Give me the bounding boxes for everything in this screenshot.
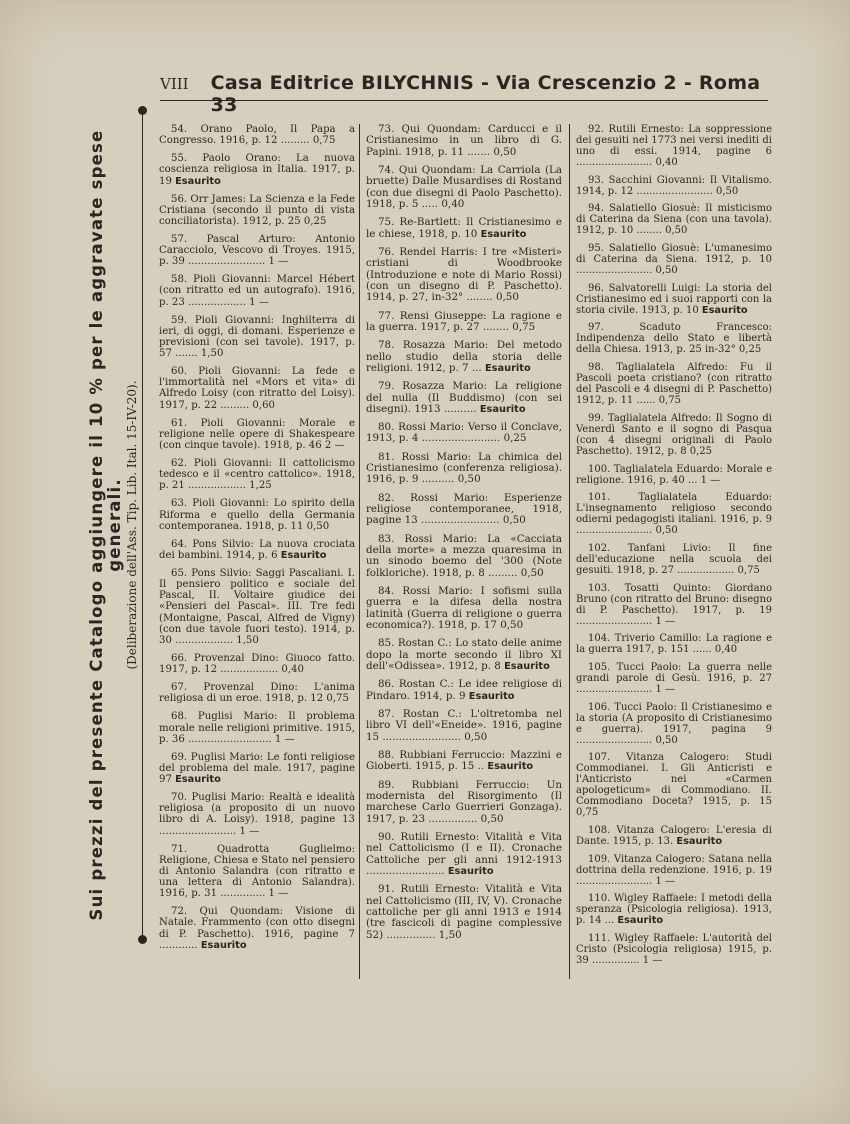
entry-price: Esaurito [617,915,664,927]
entry-price: 0,60 [252,399,275,411]
entry-text: 86. Rostan C.: Le idee religiose di Pindaro. 1914, p. 9 [366,678,562,702]
entry-text: 76. Rendel Harris: I tre «Misteri» cristiani di Woodbrooke (Introduzione e note di Mario Rossi) (con un disegno di P. Paschetto). 1914, p. 27, in-32° ........ [366,245,562,304]
entry-text: 68. Puglisi Mario: Il problema morale nelle religioni primitive. 1915, p. 36 .......................... [159,711,355,745]
header-rule [160,100,768,101]
catalog-entry [159,711,355,744]
catalog-entry [159,274,355,307]
catalog-entry [576,175,772,197]
entry-text: 71. Quadrotta Guglielmo: Religione, Chiesa e Stato nel pensiero di Antonio Salandra (con ritratto e una lettera di Antonio Salandra). 1916, p. 31 .............. [159,843,355,900]
publisher-line: Casa Editrice BILYCHNIS - Via Crescenzio 2 - Roma 33 [210,72,761,116]
entry-price: Esaurito [504,661,550,672]
entry-text: 59. Pioli Giovanni: Inghilterra di ieri, di oggi, di domani. Esperienze e previsioni (con sei tavole). 1917, p. 57 ....... [159,314,355,360]
entry-price: Esaurito [447,865,494,877]
entry-price: 2 — [324,439,345,451]
entry-price: Esaurito [479,403,526,415]
entry-price: 1 — [655,683,676,695]
entry-price: 1 — [700,474,721,486]
catalog-entry [576,893,772,926]
entry-text: 91. Rutili Ernesto: Vitalità e Vita nel Cattolicismo (III, IV, V). Cronache cattoliche per gli anni 1913 e 1914 (tre fascicoli di pagine complessive 52) ............... [366,883,562,941]
entry-price: 0,50 [520,566,544,579]
entry-price: 1 — [274,733,295,745]
catalog-entry [159,366,355,411]
catalog-entry [159,682,355,704]
entry-text: 79. Rosazza Mario: La religione del nulla (Il Buddismo) (con sei disegni). 1913 .......... [366,380,562,415]
entry-text: 111. Wigley Raffaele: L'autorità del Cristo (Psicologia religiosa) 1915, p. 39 ............... [576,933,772,967]
entry-price: 0,40 [441,197,465,210]
catalog-entry [576,583,772,627]
catalog-entry [366,422,562,445]
catalog-entry [366,884,562,940]
entry-price: 1 — [268,256,289,268]
entry-price: 0,75 [658,395,681,407]
side-rule [142,110,143,940]
catalog-entry [159,234,355,267]
catalog-entry [366,586,562,631]
entry-price: Esaurito [487,761,534,773]
entry-price: Esaurito [175,175,221,187]
catalog-entry [366,780,562,825]
entry-text: 65. Pons Silvio: Saggi Pascaliani. I. Il pensiero politico e sociale del Pascal, II. Voltaire giudice dei «Pensieri del Pascal». III. Tre fedi (Montaigne, Pascal, Alfred de Vigny) (con due tavole fuori testo). 1914, p. 30 .................. [159,567,355,646]
entry-text: 67. Provenzal Dino: L'anima religiosa di un eroe. 1918, p. 12 [159,682,355,705]
entry-price: 0,50 [655,265,678,277]
entry-text: 104. Triverio Camillo: La ragione e la guerra 1917, p. 151 ...... [576,633,772,656]
entry-text: 98. Taglialatela Alfredo: Fu il Pascoli poeta cristiano? (con ritratto del Pascoli e 4 disegni di P. Paschetto) 1912, p. 11 ...... [576,362,772,407]
catalog-entry [576,662,772,695]
side-notice [88,110,148,940]
entry-price: 0,75 [326,693,349,705]
entry-text: 78. Rosazza Mario: Del metodo nello studio della storia delle religioni. 1912, p. 7 ... [366,339,562,374]
catalog-entry [159,568,355,646]
catalog-entry [159,844,355,900]
entry-price: 0,25 [738,344,762,356]
entry-text: 87. Rostan C.: L'oltretomba nel libro VI dell'«Eneide». 1916, pagine 15 ........................ [366,708,562,743]
entry-text: 77. Rensi Giuseppe: La ragione e la guerra. 1917, p. 27 ........ [366,309,562,333]
entry-text: 56. Orr James: La Scienza e la Fede Cristiana (secondo il punto di vista conciliatorista). 1912, p. 25 [159,193,355,227]
entry-text: 81. Rossi Mario: La chimica del Cristianesimo (conferenza religiosa). 1916, p. 9 .......... [366,450,562,486]
entry-text: 99. Taglialatela Alfredo: Il Sogno di Venerdì Santo e il sogno di Pasqua (con 4 disegni originali di Paolo Paschetto). 1912, p. 8 [576,412,772,457]
entry-text: 106. Tucci Paolo: Il Cristianesimo e la storia (A proposito di Cristianesimo e guerra). 1917, pagina 9 ........................ [576,701,772,746]
entry-price: 1,25 [249,480,272,492]
entry-text: 101. Taglialatela Eduardo: L'insegnamento religioso secondo odierni pedagogisti italiani. 1916, p. 9 ........................ [576,492,772,537]
entry-text: 96. Salvatorelli Luigi: La storia del Cristianesimo ed i suoi rapporti con la storia civile. 1913, p. 10 [576,282,772,316]
entry-price: 1,50 [200,348,224,360]
entry-price: Esaurito [701,304,748,316]
catalog-entry [366,217,562,240]
entry-text: 66. Provenzal Dino: Giuoco fatto. 1917, p. 12 .................. [159,652,355,676]
entry-price: 1 — [642,955,663,967]
catalog-entry [159,124,355,146]
entry-text: 80. Rossi Mario: Verso il Conclave, 1913, p. 4 ........................ [366,421,562,445]
catalog-column-3 [576,124,772,973]
entry-price: 0,40 [655,157,678,168]
catalog-entry [159,315,355,360]
catalog-column-2 [366,124,562,948]
entry-price: 0,50 [502,514,526,527]
catalog-entry [366,709,562,743]
entry-text: 94. Salatiello Giosuè: Il misticismo di Caterina da Siena (con una tavola). 1912, p. 10 ........ [576,203,772,237]
entry-price: 0,50 [306,520,330,532]
entry-price: Esaurito [676,836,723,847]
entry-price: 1 — [655,615,676,627]
entry-price: 0,50 [715,185,739,197]
entry-text: 75. Re-Bartlett: Il Cristianesimo e le chiese, 1918, p. 10 [366,216,562,240]
entry-price: Esaurito [480,228,527,240]
entry-price: 1 — [239,825,260,837]
catalog-entry [576,362,772,406]
entry-text: 92. Rutili Ernesto: La soppressione dei gesuiti nel 1773 nei versi inediti di uno di essi. 1914, pagine 6 ........................ [576,124,772,168]
entry-text: 89. Rubbiani Ferruccio: Un modernista del Risorgimento (Il marchese Carlo Guerrieri Gonzaga). 1917, p. 23 ............... [366,778,562,825]
entry-text: 57. Pascal Arturo: Antonio Caracciolo, Vescovo di Troyes. 1915, p. 39 ........................ [159,233,355,268]
entry-text: 108. Vitanza Calogero: L'eresia di Dante. 1915, p. 13. [576,825,772,847]
catalog-entry [159,153,355,186]
catalog-entry [576,413,772,457]
entry-text: 100. Taglialatela Eduardo: Morale e religione. 1916, p. 40 ... [576,463,772,486]
column-divider-1 [359,124,360,979]
catalog-entry [366,165,562,210]
entry-price: 1 — [249,296,269,308]
catalog-entry [366,638,562,672]
catalog-entry [159,194,355,227]
catalog-entry [576,243,772,276]
entry-text: 85. Rostan C.: Lo stato delle anime dopo la morte secondo il libro XI dell'«Odissea». 1912, p. 8 [366,637,562,672]
catalog-entry [576,633,772,655]
catalog-entry [576,464,772,486]
catalog-entry [366,124,562,158]
entry-price: 0,25 [503,432,527,445]
entry-text: 105. Tucci Paolo: La guerra nelle grandi parole di Gesù. 1916, p. 27 ........................ [576,661,772,695]
entry-price: Esaurito [468,690,515,702]
entry-price: 0,50 [665,225,688,237]
entry-price: 0,50 [495,291,519,304]
price-notice: Sui prezzi del presente Catalogo aggiungere il 10 % per le aggravate spese generali. [87,129,125,921]
catalog-entry [366,493,562,527]
catalog-entry [576,854,772,887]
entry-price: 0,50 [500,619,524,632]
entry-price: 0,50 [655,525,678,537]
entry-price: Esaurito [200,939,247,951]
catalog-entry [576,543,772,576]
entry-price: 0,50 [480,812,504,825]
catalog-entry [159,539,355,561]
entry-price: 0,75 [576,807,599,819]
entry-text: 54. Orano Paolo, Il Papa a Congresso. 1916, p. 12 ......... [159,124,355,147]
entry-price: 0,50 [655,734,678,746]
entry-text: 97. Scaduto Francesco: Indipendenza dello Stato e libertà della Chiesa. 1913, p. 25 in-32° [576,322,772,356]
price-notice-source: (Deliberazione dell'Ass. Tip. Lib. Ital. 15-IV-20). [125,380,140,670]
entry-text: 95. Salatiello Giosuè: L'umanesimo di Caterina da Siena. 1912, p. 10 ........................ [576,243,772,277]
entry-price: 0,50 [457,473,481,486]
entry-text: 70. Puglisi Mario: Realtà e idealità religiosa (a proposito di un nuovo libro di A. Loisy). 1918, pagine 13 ........................ [159,792,355,837]
entry-text: 82. Rossi Mario: Esperienze religiose contemporanee, 1918, pagine 13 ........................ [366,491,562,527]
entry-price: 0,50 [493,145,517,158]
catalog-entry [366,750,562,773]
catalog-entry [366,452,562,486]
entry-text: 55. Paolo Orano: La nuova coscienza religiosa in Italia. 1917, p. 19 [159,153,355,187]
catalog-entry [366,832,562,877]
catalog-entry [366,340,562,374]
entry-price: 1 — [268,888,289,900]
entry-text: 64. Pons Silvio: La nuova crociata dei bambini. 1914, p. 6 [159,538,355,561]
catalog-entry [576,933,772,966]
entry-text: 103. Tosatti Quinto: Giordano Bruno (con ritratto del Bruno: disegno di P. Paschetto). 1917, p. 19 ........................ [576,582,772,627]
entry-price: 0,75 [737,564,760,576]
entry-price: 1 — [655,875,676,887]
catalog-entry [576,702,772,746]
entry-text: 93. Sacchini Giovanni: Il Vitalismo. 1914, p. 12 ........................ [576,174,772,197]
entry-price: 0,75 [312,135,336,147]
entry-text: 63. Pioli Giovanni: Lo spirito della Riforma e quello della Germania contemporanea. 1918, p. 11 [159,498,355,532]
catalog-entry [576,825,772,847]
catalog-entry [576,492,772,536]
catalog-entry [576,322,772,355]
entry-price: 0,40 [281,664,304,676]
entry-price: Esaurito [484,362,531,374]
entry-text: 60. Pioli Giovanni: La fede e l'immortalità nel «Mors et vita» di Alfredo Loisy (con ritratto del Loisy). 1917, p. 22 ......... [159,366,355,411]
entry-text: 69. Puglisi Mario: Le fonti religiose del problema del male. 1917, pagine 97 [159,751,355,786]
entry-text: 84. Rossi Mario: I sofismi sulla guerra e la difesa della nostra latinità (Guerra di religione o guerra economica?). 1918, p. 17 [366,585,562,632]
entry-text: 107. Vitanza Calogero: Studi Commodianei. I. Gli Anticristi e l'Anticristo nei «Carmen apologeticum» di Commodiano. II. Commodiano Doceta? 1915, p. 15 [576,752,772,808]
catalog-entry [159,792,355,837]
catalog-entry [576,752,772,818]
page-header [160,72,770,116]
column-divider-2 [569,124,570,979]
entry-price: 1,50 [236,634,259,646]
entry-text: 58. Pioli Giovanni: Marcel Hébert (con ritratto ed un autografo). 1916, p. 23 .................. [159,274,355,308]
entry-text: 83. Rossi Mario: La «Cacciata della morte» a mezza quaresima in un sinodo boemo del '300 (Note folkloriche). 1918, p. 8 ......... [366,532,562,579]
entry-text: 74. Qui Quondam: La Carriola (La bruette) Dalle Musardises di Rostand (con due disegni di Paolo Paschetto). 1918, p. 5 ..... [366,163,562,210]
entry-price: 0,25 [689,445,713,457]
catalog-entry [159,653,355,675]
catalog-entry [366,679,562,702]
entry-text: 73. Qui Quondam: Carducci e il Cristianesimo in un libro di G. Papini. 1918, p. 11 ....... [366,123,562,158]
catalog-entry [576,283,772,316]
catalog-entry [576,124,772,168]
catalog-entry [159,752,355,785]
catalog-entry [366,381,562,415]
entry-price: 1,50 [438,928,462,941]
entry-text: 109. Vitanza Calogero: Satana nella dottrina della redenzione. 1916, p. 19 ........................ [576,853,772,887]
entry-text: 88. Rubbiani Ferruccio: Mazzini e Gioberti. 1915, p. 15 .. [366,749,562,773]
entry-price: 0,25 [303,215,327,227]
entry-text: 72. Qui Quondam: Visione di Natale. Frammento (con otto disegni di P. Paschetto). 1916, pagine 7 ............ [159,906,355,951]
entry-text: 102. Tanfani Livio: Il fine dell'educazione nella scuola dei gesuiti. 1918, p. 27 .................. [576,542,772,576]
catalog-entry [159,458,355,491]
catalog-entry [159,418,355,451]
catalog-entry [576,203,772,236]
entry-text: 110. Wigley Raffaele: I metodi della speranza (Psicologia religiosa). 1913, p. 14 ... [576,893,772,927]
catalog-entry [159,906,355,951]
catalog-entry [366,311,562,334]
entry-price: Esaurito [280,549,327,561]
page-number: VIII [160,75,189,93]
entry-price: 0,40 [714,644,738,656]
side-notice-text [88,110,139,940]
entry-price: 0,50 [464,730,488,743]
catalog-entry [366,534,562,579]
catalog-column-1 [159,124,355,958]
entry-text: 90. Rutili Ernesto: Vitalità e Vita nel Cattolicismo (I e II). Cronache Cattoliche per gli anni 1912-1913 ........................ [366,831,562,877]
entry-price: Esaurito [175,774,221,786]
entry-text: 61. Pioli Giovanni: Morale e religione nelle opere di Shakespeare (con cinque tavole). 1918, p. 46 [159,417,355,451]
entry-text: 62. Pioli Giovanni: Il cattolicismo tedesco e il «centro cattolico». 1918, p. 21 .................. [159,458,355,492]
catalog-entry [366,247,562,303]
catalog-entry [159,498,355,531]
entry-price: 0,75 [512,320,536,333]
